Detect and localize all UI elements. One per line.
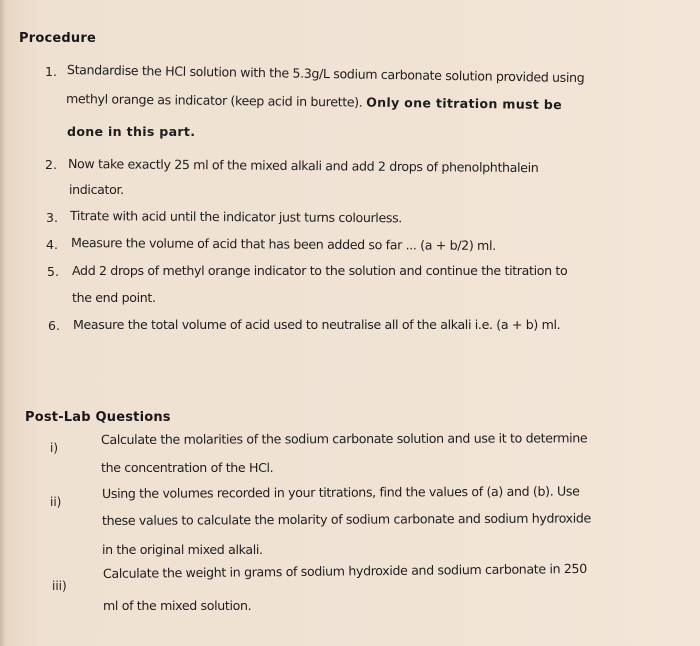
- step-number: 6.: [48, 318, 60, 333]
- question-text-line: these values to calculate the molarity of sodium carbonate and sodium hydroxide: [101, 510, 591, 528]
- emphasis-text: Only one titration must be: [366, 94, 563, 113]
- step-text-line: Titrate with acid until the indicator just turns colourless.: [69, 208, 403, 226]
- step-text-line: Measure the total volume of acid used to neutralise all of the alkali i.e. (a + b) ml.: [73, 317, 561, 332]
- step-text-line: Now take exactly 25 ml of the mixed alkali and add 2 drops of phenolphthalein: [67, 156, 539, 176]
- question-text-line: in the original mixed alkali.: [102, 542, 263, 557]
- question-text-line: ml of the mixed solution.: [103, 598, 252, 613]
- step-number: 2.: [45, 157, 57, 172]
- step-number: 1.: [45, 64, 57, 79]
- question-number: ii): [50, 495, 62, 509]
- question-number: iii): [52, 579, 67, 593]
- procedure-heading: Procedure: [19, 31, 96, 46]
- step-number: 4.: [46, 237, 58, 252]
- question-text-line: Calculate the weight in grams of sodium hydroxide and sodium carbonate in 250: [102, 560, 587, 581]
- post-lab-heading: Post-Lab Questions: [25, 410, 171, 425]
- step-text-segment: methyl orange as indicator (keep acid in burette).: [65, 91, 363, 110]
- step-text-line: Add 2 drops of methyl orange indicator to the solution and continue the titration to: [72, 263, 568, 278]
- step-text-line: the end point.: [72, 290, 156, 305]
- question-text-line: Using the volumes recorded in your titrations, find the values of (a) and (b). Use: [101, 483, 580, 501]
- step-text-line: [66, 91, 562, 112]
- step-number: 3.: [46, 210, 58, 225]
- step-number: 5.: [47, 264, 59, 279]
- step-text-line: Standardise the HCl solution with the 5.3g/L sodium carbonate solution provided using: [66, 62, 585, 86]
- emphasis-text: done in this part.: [67, 124, 196, 139]
- question-text-line: the concentration of the HCl.: [101, 460, 274, 475]
- question-text-line: Calculate the molarities of the sodium carbonate solution and use it to determine: [100, 430, 588, 447]
- question-number: i): [50, 441, 59, 455]
- step-text-line: Measure the volume of acid that has been added so far ... (a + b/2) ml.: [70, 235, 496, 253]
- step-text-line: indicator.: [69, 182, 124, 197]
